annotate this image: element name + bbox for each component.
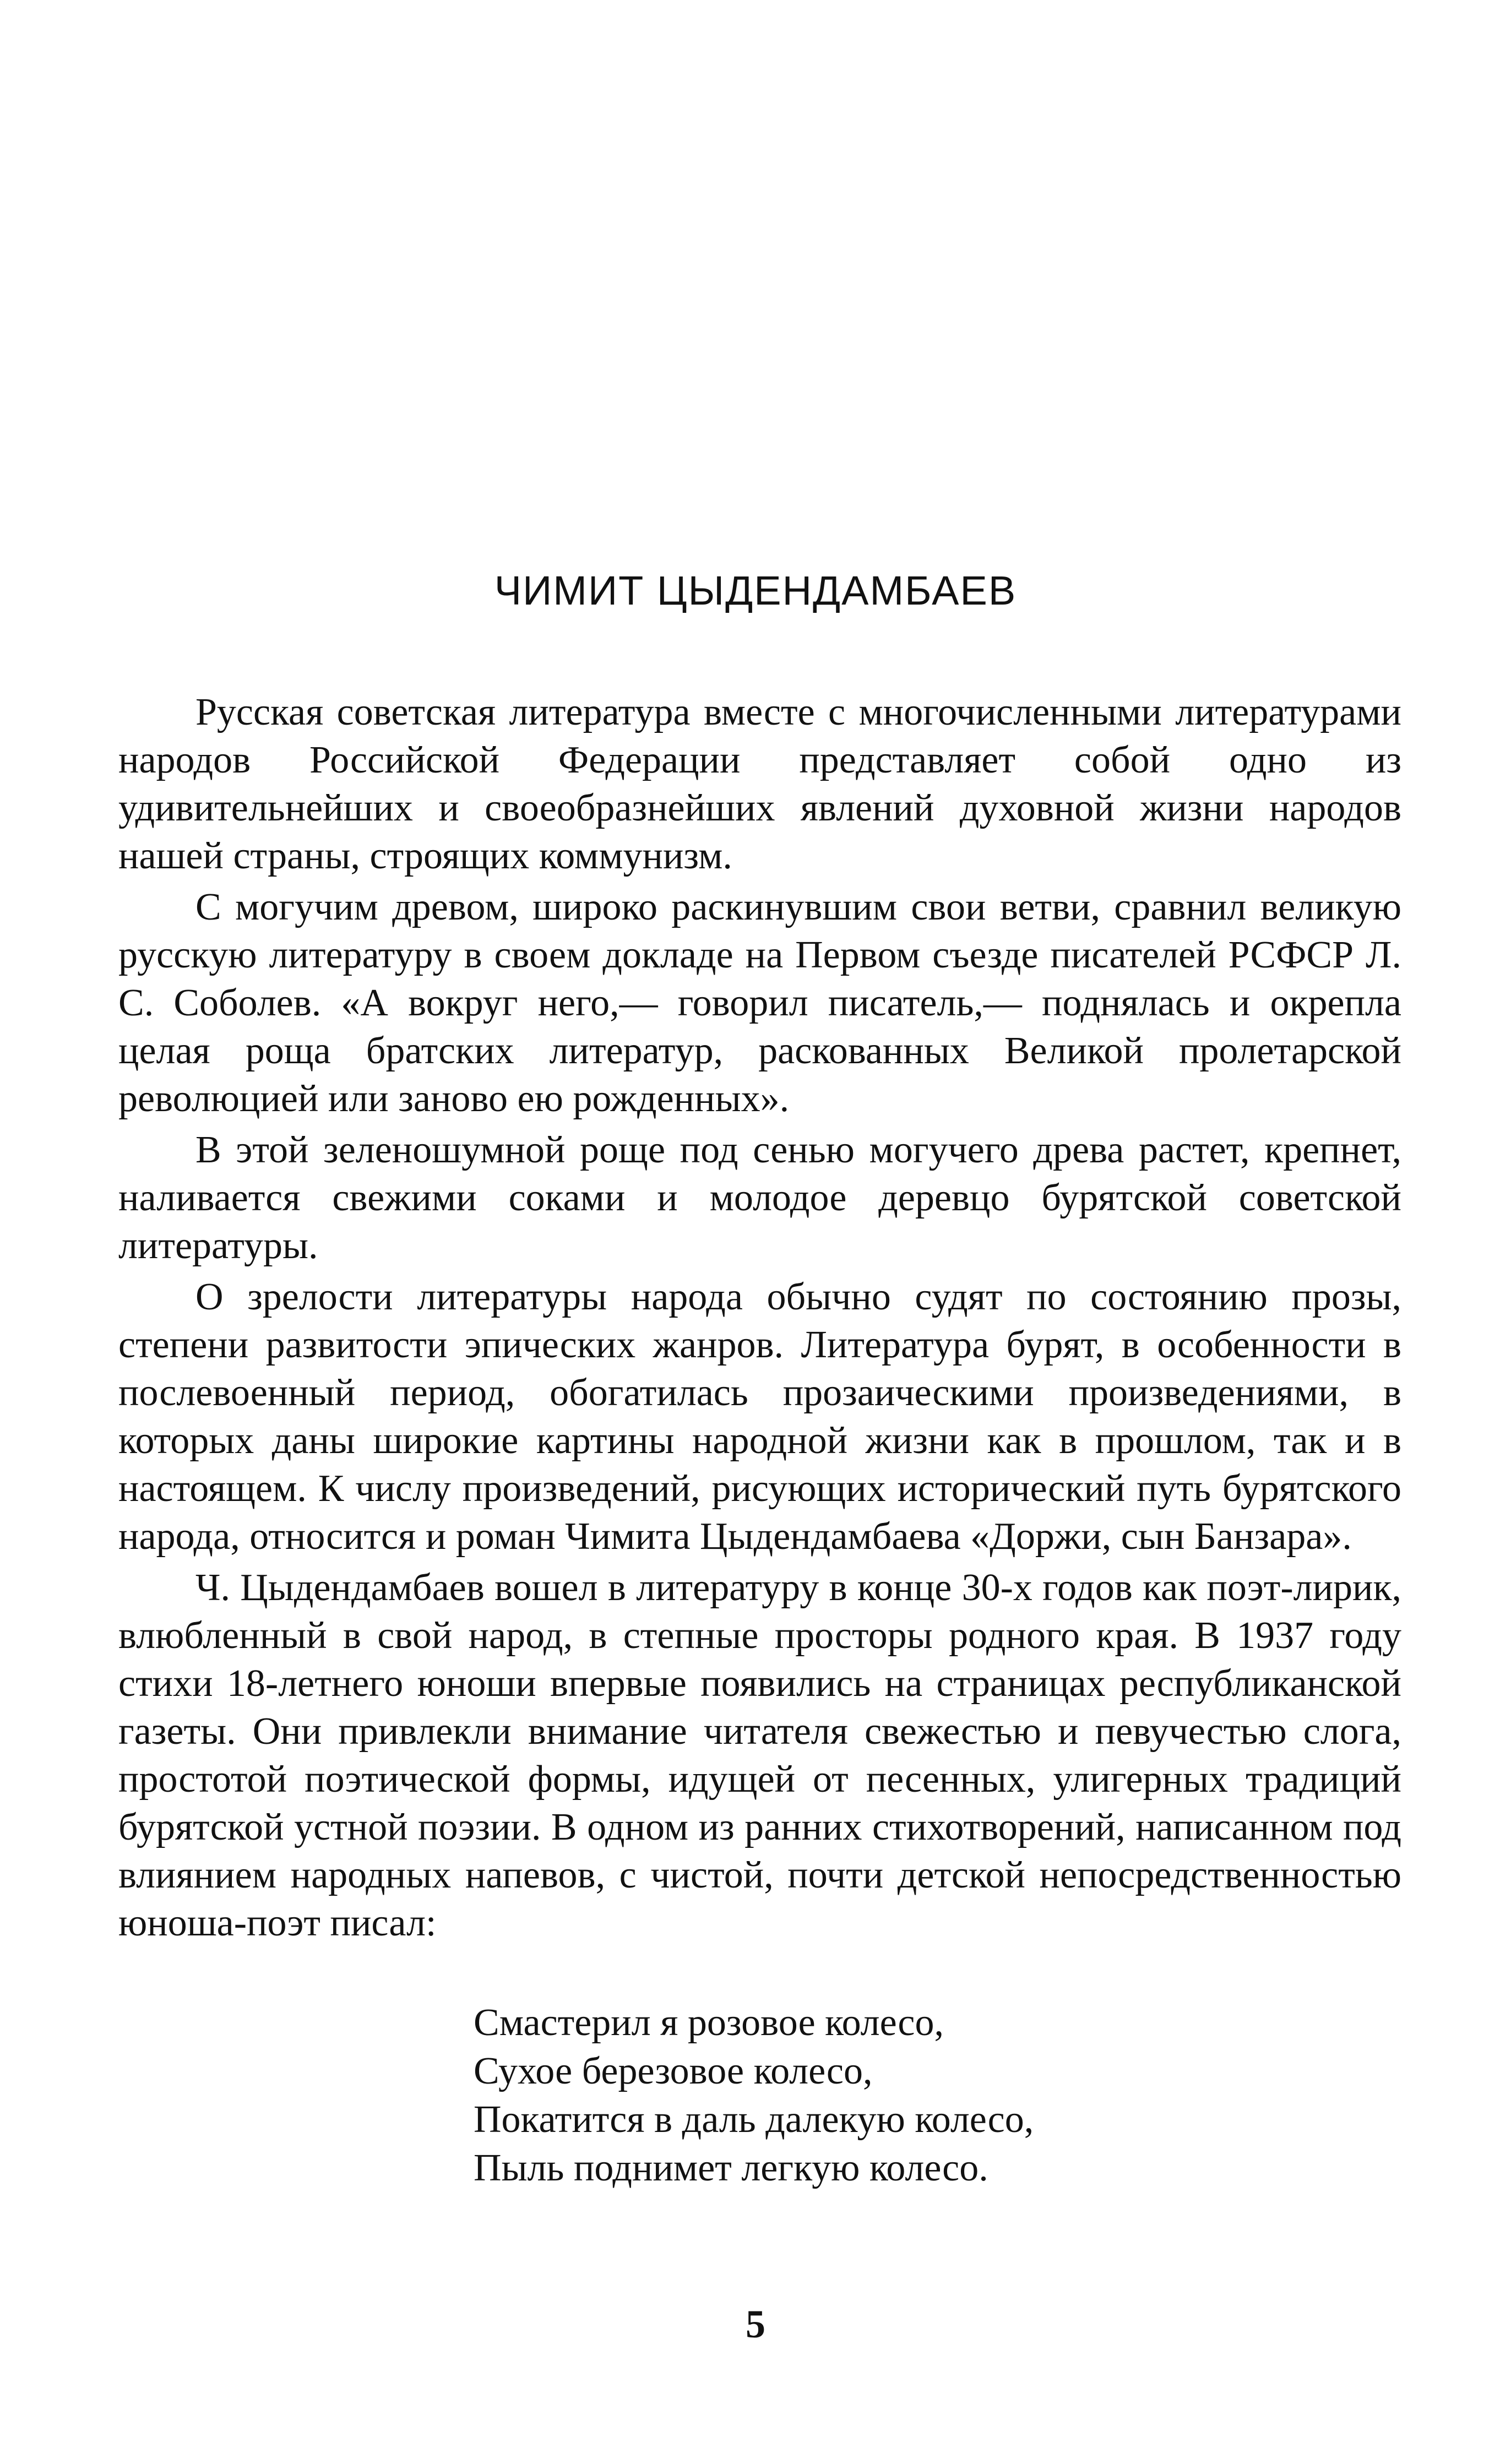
poem-excerpt	[474, 1999, 1244, 2193]
paragraph: С могучим древом, широко раскинувшим свои ветви, сравнил великую русскую литературу в своем докладе на Первом съезде писателей РСФСР Л. С. Соболев. «А вокруг него,— говорил писатель,— поднялась и окрепла целая роща братских литератур, раскованных Великой пролетарской революцией или заново ею рожденных».	[118, 886, 1401, 1120]
chapter-title: ЧИМИТ ЦЫДЕНДАМБАЕВ	[494, 568, 1017, 613]
poem-line: Смастерил я розовое колесо,	[474, 2001, 944, 2044]
poem-line: Пыль поднимет легкую колесо.	[474, 2147, 988, 2189]
page-number: 5	[746, 2302, 765, 2346]
body-text	[118, 688, 1401, 1950]
poem-line: Сухое березовое колесо,	[474, 2050, 873, 2092]
paragraph: Русская советская литература вместе с многочисленными литературами народов Российской Федерации представляет собой одно из удивительнейших и своеобразнейших явлений духовной жизни народов нашей страны, строящих коммунизм.	[118, 691, 1401, 877]
paragraph: В этой зеленошумной роще под сенью могучего древа растет, крепнет, наливается свежими соками и молодое деревцо бурятской советской литературы.	[118, 1129, 1401, 1267]
paragraph: Ч. Цыдендамбаев вошел в литературу в конце 30-х годов как поэт-лирик, влюбленный в свой народ, в степные просторы родного края. В 1937 году стихи 18-летнего юноши впервые появились на страницах республиканской газеты. Они привлекли внимание читателя свежестью и певучестью слога, простотой поэтической формы, идущей от песенных, улигерных традиций бурятской устной поэзии. В одном из ранних стихотворений, написанном под влиянием народных напевов, с чистой, почти детской непосредственностью юноша-поэт писал:	[118, 1566, 1401, 1944]
poem-line: Покатится в даль далекую колесо,	[474, 2098, 1034, 2141]
paragraph: О зрелости литературы народа обычно судят по состоянию прозы, степени развитости эпических жанров. Литература бурят, в особенности в послевоенный период, обогатилась прозаическими произведениями, в которых даны широкие картины народной жизни как в прошлом, так и в настоящем. К числу произведений, рисующих исторический путь бурятского народа, относится и роман Чимита Цыдендамбаева «Доржи, сын Банзара».	[118, 1276, 1401, 1558]
